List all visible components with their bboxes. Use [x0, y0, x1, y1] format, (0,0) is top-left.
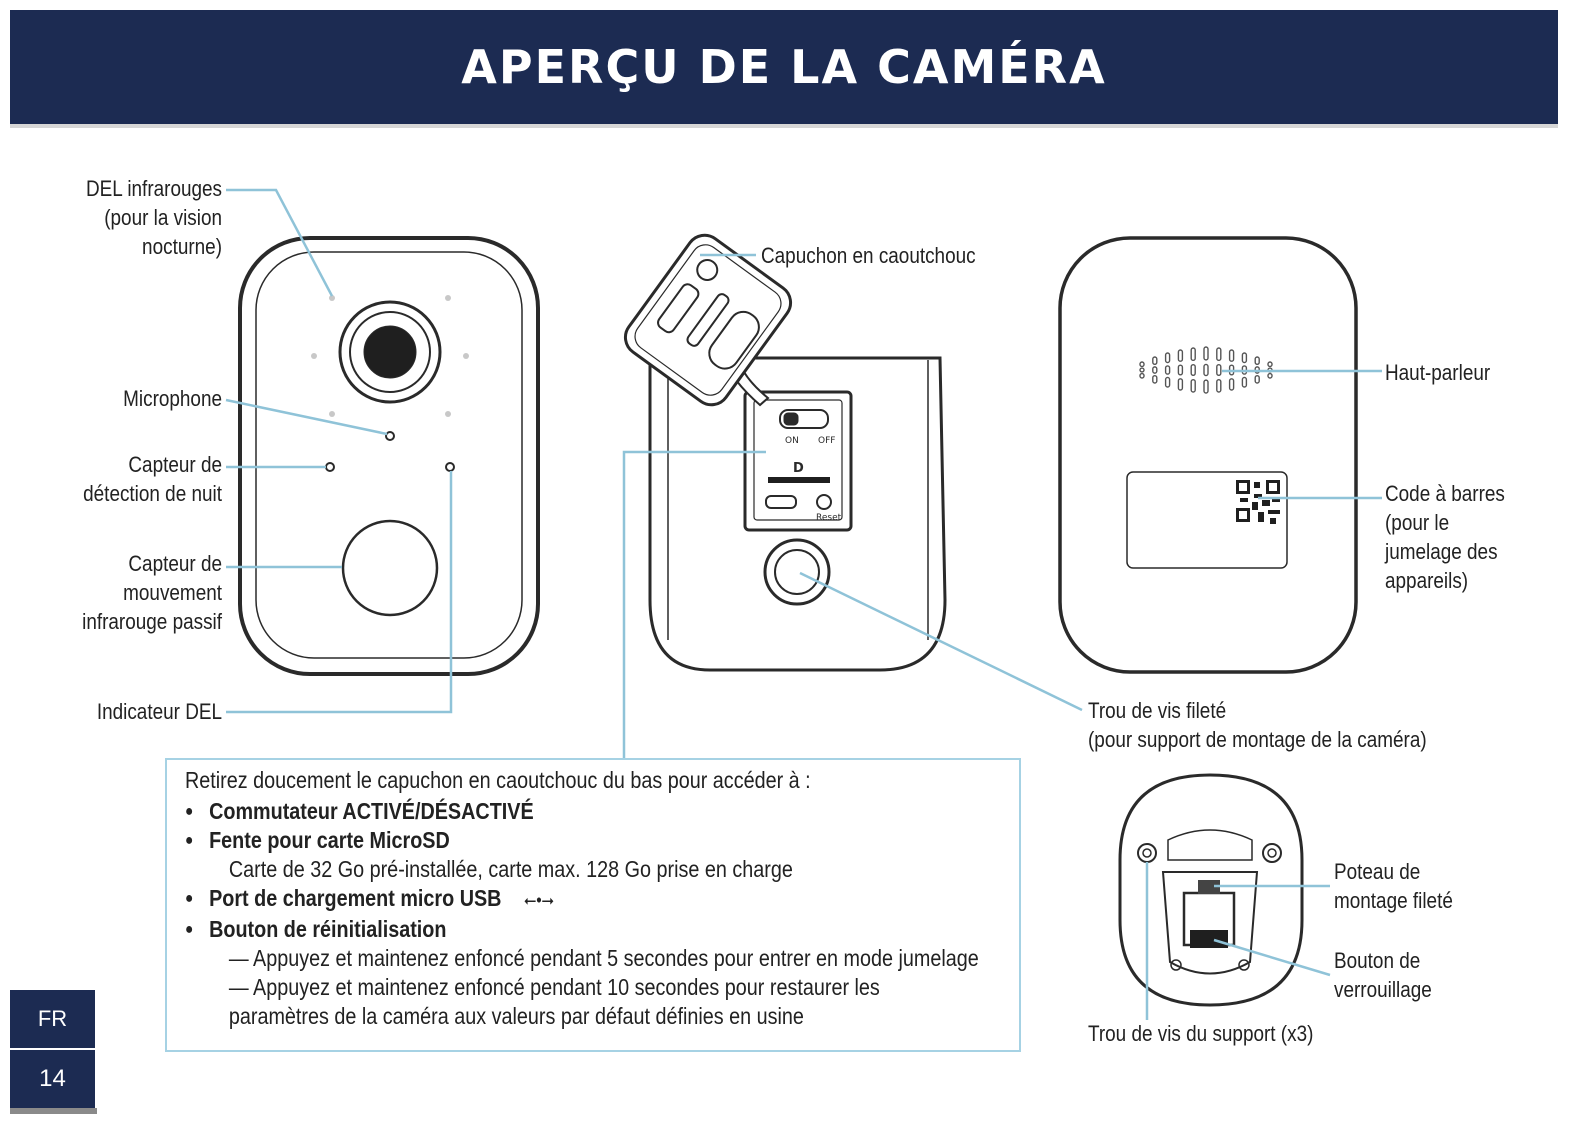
label-line: infrarouge passif: [82, 609, 222, 634]
speaker-slot: [1166, 353, 1170, 363]
info-item-reset: [185, 915, 979, 944]
language-tab: FR: [10, 990, 95, 1048]
speaker-slot: [1242, 353, 1246, 363]
label-line: DEL infrarouges: [85, 176, 223, 201]
speaker-slot: [1178, 350, 1182, 361]
label-mount-screw-holes: Trou de vis du support (x3): [1088, 1021, 1314, 1046]
label-led-indicator: Indicateur DEL: [96, 699, 222, 724]
info-item-title: Bouton de réinitialisation: [209, 916, 447, 942]
speaker-slot: [1268, 374, 1272, 378]
label-barcode: [1385, 479, 1505, 595]
speaker-slot: [1140, 362, 1144, 366]
speaker-slot: [1217, 365, 1221, 376]
label-line: appareils): [1385, 568, 1469, 593]
speaker-slot: [1230, 379, 1234, 390]
speaker-slot: [1204, 347, 1208, 360]
info-item-title: Fente pour carte MicroSD: [209, 827, 450, 853]
label-line: Trou de vis fileté: [1088, 698, 1227, 723]
front-sensors: [326, 432, 454, 471]
speaker-slot: [1191, 348, 1195, 360]
label-line: verrouillage: [1334, 977, 1432, 1002]
page-tab-bar: [10, 1108, 97, 1114]
speaker-slot: [1191, 365, 1195, 376]
info-item-microsd: [185, 826, 979, 855]
label-line: détection de nuit: [83, 481, 222, 506]
label-line: Code à barres: [1385, 481, 1505, 506]
camera-front-view: [240, 238, 538, 674]
page-number: 14: [10, 1050, 95, 1108]
info-intro: Retirez doucement le capuchon en caoutchouc du bas pour accéder à :: [185, 767, 811, 793]
speaker-slot: [1255, 357, 1259, 364]
label-ir-led: [81, 174, 222, 261]
label-mount-post: [1334, 857, 1453, 915]
label-speaker: Haut-parleur: [1385, 360, 1491, 385]
speaker-slot: [1217, 348, 1221, 360]
speaker-slot: [1204, 364, 1208, 375]
info-item-title: Port de chargement micro USB: [209, 885, 502, 911]
label-lock-button: [1334, 946, 1432, 1004]
info-item-switch: [185, 797, 979, 826]
page-title: APERÇU DE LA CAMÉRA: [461, 40, 1107, 94]
speaker-slot: [1178, 365, 1182, 375]
speaker-slot: [1153, 376, 1157, 383]
label-pir-sensor: [65, 549, 222, 636]
label-line: Poteau de: [1334, 859, 1421, 884]
speaker-slot: [1242, 377, 1246, 387]
speaker-slot: [1140, 368, 1144, 372]
label-line: nocturne): [142, 234, 222, 259]
usb-icon: ⭠•⭢: [523, 890, 555, 910]
speaker-slot: [1153, 357, 1157, 364]
label-line: (pour la vision: [104, 205, 222, 230]
switch-on-text: ON: [785, 436, 799, 446]
reset-text: Reset: [816, 513, 842, 523]
label-line: Capteur de: [128, 452, 222, 477]
reset-note-1: — Appuyez et maintenez enfoncé pendant 5 secondes pour entrer en mode jumelage: [228, 945, 979, 971]
label-line: Bouton de: [1334, 948, 1421, 973]
speaker-slot: [1191, 380, 1195, 392]
qr-code: [1236, 480, 1280, 524]
info-item-microsd-detail: Carte de 32 Go pré-installée, carte max. 128 Go prise en charge: [228, 856, 793, 882]
info-box-content: [185, 766, 979, 1031]
label-night-sensor: [81, 450, 222, 508]
speaker-slot: [1166, 366, 1170, 374]
label-line: mouvement: [123, 580, 222, 605]
speaker-slot: [1153, 367, 1157, 373]
svg-text:D: D: [793, 461, 804, 476]
label-microphone: Microphone: [123, 386, 222, 411]
label-screw-hole: [1088, 696, 1427, 754]
label-line: (pour support de montage de la caméra): [1088, 727, 1427, 752]
speaker-slot: [1204, 380, 1208, 393]
info-item-usb: [185, 884, 979, 915]
reset-note-3: paramètres de la caméra aux valeurs par défaut définies en usine: [228, 1003, 804, 1029]
info-box: [165, 758, 1021, 1052]
speaker-slot: [1178, 379, 1182, 390]
label-line: jumelage des: [1385, 539, 1498, 564]
speaker-slot: [1217, 380, 1221, 392]
switch-off-text: OFF: [818, 436, 836, 446]
info-item-title: Commutateur ACTIVÉ/DÉSACTIVÉ: [209, 798, 534, 824]
label-rubber-cap: Capuchon en caoutchouc: [761, 243, 976, 268]
label-line: montage fileté: [1334, 888, 1453, 913]
label-line: (pour le: [1385, 510, 1450, 535]
speaker-slot: [1268, 362, 1272, 366]
speaker-slot: [1166, 377, 1170, 387]
speaker-slot: [1255, 376, 1259, 383]
speaker-slot: [1230, 350, 1234, 361]
reset-note-2: — Appuyez et maintenez enfoncé pendant 10 secondes pour restaurer les: [228, 974, 880, 1000]
speaker-slot: [1140, 374, 1144, 378]
camera-back-view: [1060, 238, 1356, 672]
label-line: Capteur de: [128, 551, 222, 576]
